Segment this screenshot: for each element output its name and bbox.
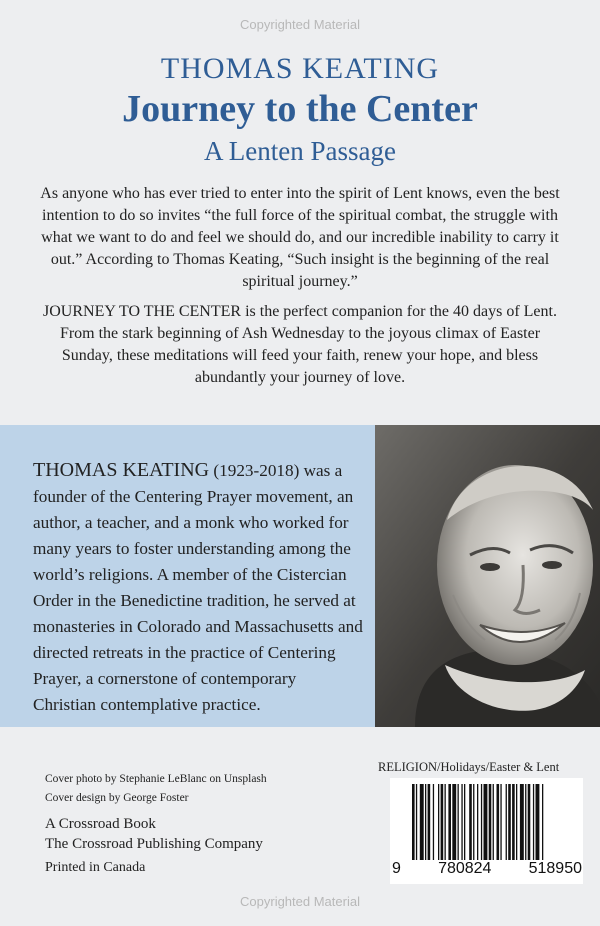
isbn-number xyxy=(392,860,582,878)
photo-credit: Cover photo by Stephanie LeBlanc on Unsplash xyxy=(45,773,267,785)
header xyxy=(0,52,600,168)
credits xyxy=(45,770,267,808)
blurb xyxy=(40,183,560,397)
author-name: THOMAS KEATING xyxy=(160,52,440,85)
publisher-line-1: A Crossroad Book xyxy=(45,816,156,832)
watermark-bottom: Copyrighted Material xyxy=(240,894,360,909)
printed-in: Printed in Canada xyxy=(45,860,146,875)
category-label: RELIGION/Holidays/Easter & Lent xyxy=(378,760,560,774)
blurb-paragraph-1: As anyone who has ever tried to enter into the spirit of Lent knows, even the best intention to do so invites “the full force of the spiritual combat, the struggle with what we want to do and feel we should do, and our incredible inability to carry it out.” According to Thomas Keating, “Such insight is the beginning of the real spiritual journey.” xyxy=(40,185,560,290)
watermark-top: Copyrighted Material xyxy=(240,17,360,32)
isbn-group-1: 780824 xyxy=(438,860,492,877)
publisher-block xyxy=(45,814,263,854)
isbn-group-2: 518950 xyxy=(528,860,582,877)
bio-body: (1923-2018) was a founder of the Centering Prayer movement, an author, a teacher, and a monk who worked for many years to foster understanding among the world’s religions. A member of the Cistercian Order in the Benedictine tradition, he served at monasteries in Colorado and Massachusetts and directed retreats in the practice of Centering Prayer, a cornerstone of contemporary Christian contemplative practice. xyxy=(33,461,363,714)
book-title: Journey to the Center xyxy=(122,88,478,130)
isbn-lead-digit: 9 xyxy=(392,860,401,877)
author-photo xyxy=(375,425,600,727)
blurb-paragraph-2: JOURNEY TO THE CENTER is the perfect companion for the 40 days of Lent. From the stark beginning of Ash Wednesday to the joyous climax of Easter Sunday, these meditations will feed your faith, renew your hope, and bless abundantly your journey of love. xyxy=(43,303,557,386)
design-credit: Cover design by George Foster xyxy=(45,792,189,804)
bio-author-name: THOMAS KEATING xyxy=(33,459,210,481)
book-subtitle: A Lenten Passage xyxy=(204,136,396,166)
publisher-line-2: The Crossroad Publishing Company xyxy=(45,836,263,852)
author-bio xyxy=(33,457,363,718)
